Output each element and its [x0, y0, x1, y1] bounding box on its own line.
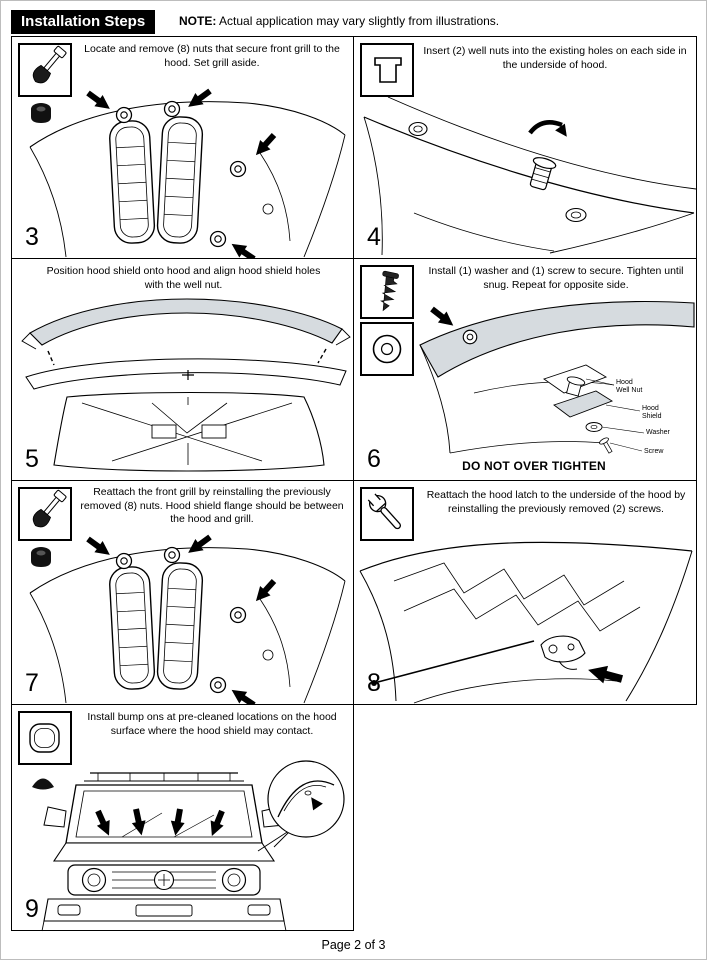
header	[11, 10, 696, 36]
step-8-instruction: Reattach the hood latch to the underside of the hood by reinstalling the previously removed (2) screws.	[426, 489, 686, 515]
hood-shield-part	[30, 299, 342, 345]
step-6-number: 6	[367, 445, 381, 473]
step-7-number: 7	[25, 669, 39, 697]
step-9-number: 9	[25, 895, 39, 923]
step-8-illustration	[354, 533, 698, 705]
step-panel-8	[353, 480, 697, 705]
step-3-instruction: Locate and remove (8) nuts that secure front grill to the hood. Set grill aside.	[84, 43, 340, 69]
step-9-illustration	[12, 755, 355, 931]
step-3-illustration	[12, 89, 355, 261]
step-6-instruction: Install (1) washer and (1) screw to secure. Tighten until snug. Repeat for opposite side.	[428, 265, 684, 291]
callout-hood-shield: Hood Shield	[642, 405, 662, 421]
page-title: Installation Steps	[11, 10, 155, 34]
hood-edge	[420, 302, 694, 377]
note-label: NOTE:	[179, 14, 217, 28]
hood-shield-flange	[554, 391, 612, 417]
vehicle-front-view	[42, 773, 286, 931]
note-text: NOTE: Actual application may vary slightly from illustrations.	[179, 14, 500, 28]
step-5-number: 5	[25, 445, 39, 473]
over-tighten-warning: DO NOT OVER TIGHTEN	[462, 459, 606, 473]
step-panel-6	[353, 258, 697, 481]
socket-driver-icon	[20, 45, 70, 95]
step-panel-7	[11, 480, 354, 705]
page-indicator: Page 2 of 3	[321, 938, 386, 952]
socket-driver-toolbox	[18, 487, 72, 541]
well-nut-toolbox	[360, 43, 414, 97]
step-panel-4	[353, 36, 697, 259]
callout-screw: Screw	[644, 448, 664, 455]
wrench-icon	[364, 491, 410, 537]
step-7-illustration	[12, 535, 355, 707]
well-nut-icon	[364, 47, 410, 93]
hood-latch	[541, 636, 585, 669]
step-7-instruction: Reattach the front grill by reinstalling the previously removed (8) nuts. Hood shield flange should be between the hood and grill.	[80, 486, 344, 526]
socket-driver-icon	[20, 489, 70, 539]
step-4-instruction: Insert (2) well nuts into the existing holes on each side in the underside of hood.	[423, 45, 687, 71]
step-5-instruction: Position hood shield onto hood and align hood shield holes with the well nut.	[46, 265, 321, 291]
well-nut-part	[526, 156, 557, 192]
step-panel-3	[11, 36, 354, 259]
step-3-number: 3	[25, 223, 39, 251]
step-panel-9	[11, 704, 354, 931]
callout-hood-well-nut: Hood Well Nut	[616, 379, 643, 395]
callout-washer: Washer	[646, 429, 670, 436]
step-4-illustration	[354, 93, 698, 260]
step-8-number: 8	[367, 669, 381, 697]
step-9-instruction: Install bump ons at pre-cleaned locations on the hood surface where the hood shield may contact.	[87, 711, 337, 737]
step-5-illustration	[12, 293, 355, 481]
magnifier-callout	[268, 761, 344, 837]
step-4-number: 4	[367, 223, 381, 251]
step-panel-5	[11, 258, 354, 481]
